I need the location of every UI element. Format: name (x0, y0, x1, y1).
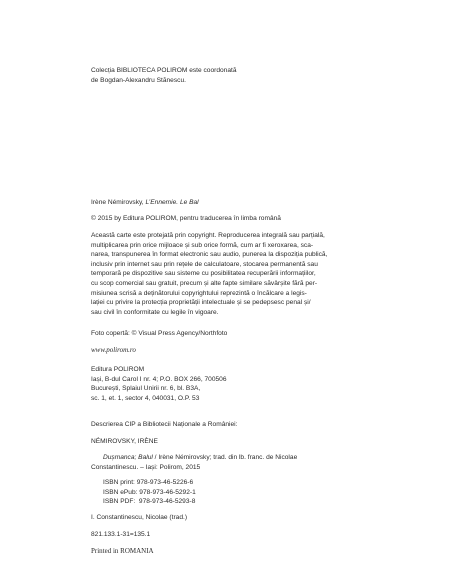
publisher-address (91, 365, 371, 403)
series-note-line: Colecția BIBLIOTECA POLIROM este coordonată (91, 67, 237, 74)
legal-notice-line: lației cu privire la protecția proprietății intelectuale și se pedepsesc penal și/ (91, 299, 311, 307)
publisher-line: Iași, B-dul Carol I nr. 4; P.O. BOX 266, 700506 (91, 375, 227, 383)
cip-title-block (91, 453, 371, 472)
legal-notice-line: sau civil în conformitate cu legile în vigoare. (91, 308, 219, 316)
publisher-line: sc. 1, et. 1, sector 4, 040031, O.P. 53 (91, 394, 200, 402)
cip-title-rest: / Irène Némirovsky; trad. din lb. franc. de Nicolae (152, 454, 298, 461)
legal-notice-line: Această carte este protejată prin copyright. Reproducerea integrală sau parțială, (91, 232, 325, 239)
legal-notice-line: inclusiv prin internet sau prin rețele de calculatoare, stocarea permanentă sau (91, 260, 318, 268)
original-work-titles: L’Ennemie. Le Bal (145, 199, 199, 206)
isbn-pdf: ISBN PDF: 978-973-46-5293-8 (103, 498, 196, 506)
legal-notice-line: multiplicarea prin orice mijloace și sub orice formă, cum ar fi xeroxarea, sca- (91, 241, 314, 249)
isbn-epub: ISBN ePub: 978-973-46-5292-1 (103, 488, 196, 496)
original-title (91, 198, 371, 208)
original-author: Irène Némirovsky, (91, 199, 146, 206)
publisher-line: Editura POLIROM (91, 366, 145, 373)
cip-heading: Descrierea CIP a Bibliotecii Naționale a României: (91, 421, 238, 428)
isbn-list (91, 478, 371, 507)
legal-notice-line: cu scop comercial sau gratuit, precum și alte fapte similare săvârșite fără per- (91, 279, 318, 287)
cover-photo-credit: Foto copertă: © Visual Press Agency/Northfoto (91, 330, 228, 337)
cip-title-line2: Constantinescu. – Iași: Polirom, 2015 (91, 463, 201, 471)
cip-title: Dușmanca; Balul (103, 454, 153, 461)
legal-notice-line: misiunea scrisă a deținătorului copyrightului reprezintă o încălcare a legis- (91, 289, 307, 297)
legal-notice-line: narea, transpunerea în format electronic sau audio, punerea la dispoziția publică, (91, 251, 328, 259)
series-note-line: de Bogdan-Alexandru Stănescu. (91, 76, 186, 84)
cip-contributor: I. Constantinescu, Nicolae (trad.) (91, 514, 188, 521)
publisher-line: București, Splaiul Unirii nr. 6, bl. B3A, (91, 385, 201, 393)
cip-author: NÉMIROVSKY, IRÈNE (91, 438, 158, 445)
website-link[interactable]: www.polirom.ro (91, 346, 136, 354)
printed-in: Printed in ROMANIA (91, 547, 154, 555)
legal-notice (91, 231, 371, 317)
cip-classification: 821.133.1-31=135.1 (91, 531, 151, 538)
legal-notice-line: temporară pe dispozitive sau sisteme cu posibilitatea recuperării informațiilor, (91, 270, 316, 278)
copyright-line: © 2015 by Editura POLIROM, pentru traducerea în limba română (91, 215, 281, 222)
series-note (91, 66, 371, 85)
isbn-print: ISBN print: 978-973-46-5226-6 (103, 479, 194, 486)
